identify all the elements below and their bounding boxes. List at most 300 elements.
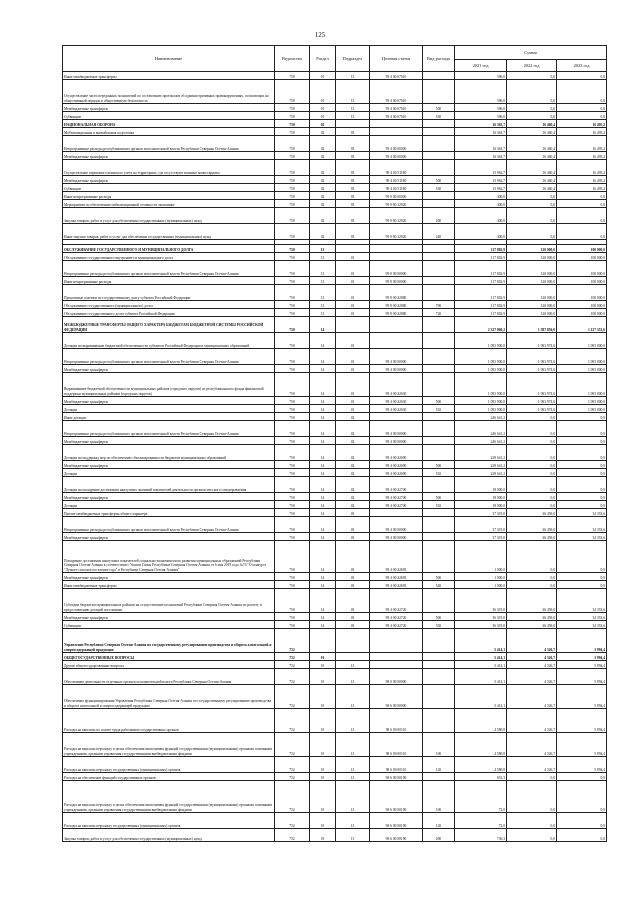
table-row	[63, 80, 607, 104]
cell-2022: 120 000,0	[507, 261, 557, 277]
table-row	[63, 405, 607, 413]
cell-cs: 99 4 00 00000	[370, 533, 423, 541]
cell-ved: 752	[275, 781, 310, 813]
cell-cs: 99 9 00 22920	[370, 208, 423, 224]
cell-podr: 13	[336, 781, 370, 813]
cell-podr: 01	[336, 405, 370, 413]
cell-cs: 99 4 00 51180	[370, 176, 423, 184]
cell-vr	[423, 669, 455, 685]
cell-2022: 0,0	[507, 80, 557, 104]
cell-2021: 1 093 900,0	[455, 397, 507, 405]
cell-name: Непрограммные расходы республиканских органов исполнительной власти Республики Северная Осетия-Алания	[63, 421, 275, 437]
cell-cs: 98 6 00 00190	[370, 781, 423, 813]
cell-name: Иные дотации	[63, 413, 275, 421]
table-row	[63, 813, 607, 829]
cell-name: НАЦИОНАЛЬНАЯ ОБОРОНА	[63, 120, 275, 128]
cell-razd: 13	[310, 261, 336, 277]
cell-razd: 14	[310, 589, 336, 613]
cell-cs: 99 4 00 22720	[370, 621, 423, 629]
cell-podr: 13	[336, 757, 370, 773]
cell-2021: 396,0	[455, 80, 507, 104]
cell-ved: 750	[275, 541, 310, 573]
cell-2021: 400,0	[455, 200, 507, 208]
cell-vr	[423, 509, 455, 517]
cell-2022: 0,0	[507, 773, 557, 781]
cell-2023: 0,0	[557, 104, 607, 112]
cell-cs	[370, 661, 423, 669]
cell-razd: 14	[310, 501, 336, 509]
cell-name: Иные закупки товаров, работ и услуг для обеспечения государственных (муниципальных) нужд	[63, 224, 275, 240]
cell-razd: 02	[310, 160, 336, 176]
cell-razd: 01	[310, 112, 336, 120]
cell-cs: 99 4 00 22630	[370, 405, 423, 413]
table-row	[63, 469, 607, 477]
cell-vr: 500	[423, 104, 455, 112]
cell-vr	[423, 477, 455, 493]
table-row	[63, 104, 607, 112]
cell-vr	[423, 261, 455, 277]
cell-razd: 14	[310, 469, 336, 477]
cell-ved: 752	[275, 709, 310, 733]
cell-2022: 4 326,7	[507, 629, 557, 653]
table-row	[63, 277, 607, 285]
cell-2022: 0,0	[507, 200, 557, 208]
cell-2023: 3 994,4	[557, 685, 607, 709]
cell-2021: 1 093 900,0	[455, 349, 507, 365]
cell-cs: 99 4 00 22690	[370, 461, 423, 469]
cell-2022: 0,0	[507, 813, 557, 829]
cell-name: Иные непрограммные расходы	[63, 192, 275, 200]
table-row	[63, 629, 607, 653]
cell-razd: 01	[310, 757, 336, 773]
cell-name: Межбюджетные трансферты	[63, 104, 275, 112]
cell-podr: 03	[336, 152, 370, 160]
cell-podr: 03	[336, 224, 370, 240]
cell-2023: 3 994,4	[557, 629, 607, 653]
cell-2022: 36 459,0	[507, 533, 557, 541]
header-name: Наименование	[63, 46, 275, 72]
cell-podr: 02	[336, 469, 370, 477]
cell-podr: 13	[336, 669, 370, 685]
header-cs: Целевая статья	[370, 46, 423, 72]
table-row	[63, 200, 607, 208]
cell-2021: 16 363,7	[455, 128, 507, 136]
cell-cs: 99 4 00 22630	[370, 397, 423, 405]
cell-podr: 03	[336, 581, 370, 589]
cell-vr	[423, 80, 455, 104]
cell-razd: 14	[310, 573, 336, 581]
cell-ved: 752	[275, 669, 310, 685]
cell-2023: 0,0	[557, 813, 607, 829]
cell-ved: 750	[275, 437, 310, 445]
cell-2022: 4 326,7	[507, 685, 557, 709]
cell-2023: 34 353,6	[557, 533, 607, 541]
cell-2022: 0,0	[507, 781, 557, 813]
cell-name: Субвенции	[63, 621, 275, 629]
cell-cs	[370, 317, 423, 333]
cell-razd: 01	[310, 685, 336, 709]
cell-ved: 750	[275, 224, 310, 240]
cell-podr: 03	[336, 200, 370, 208]
cell-cs	[370, 629, 423, 653]
cell-2022: 0,0	[507, 224, 557, 240]
cell-podr: 03	[336, 589, 370, 613]
cell-podr: 02	[336, 421, 370, 437]
cell-podr: 03	[336, 621, 370, 629]
cell-podr: 01	[336, 365, 370, 373]
cell-2021: 117 802,9	[455, 261, 507, 277]
cell-vr	[423, 661, 455, 669]
cell-podr	[336, 653, 370, 661]
table-row	[63, 160, 607, 176]
cell-2021: 15 963,7	[455, 184, 507, 192]
cell-cs: 99 9 00 22920	[370, 200, 423, 208]
cell-name: Межбюджетные трансферты	[63, 397, 275, 405]
cell-cs: 99 9 00 22880	[370, 301, 423, 309]
cell-name: Процентные платежи по государственному долгу субъекта Российской Федерации	[63, 285, 275, 301]
cell-name: ОБСЛУЖИВАНИЕ ГОСУДАРСТВЕННОГО И МУНИЦИПАЛЬНОГО ДОЛГА	[63, 245, 275, 253]
cell-2022: 0,0	[507, 581, 557, 589]
cell-2022: 0,0	[507, 461, 557, 469]
cell-2021: 246 641,2	[455, 437, 507, 445]
cell-2023: 0,0	[557, 773, 607, 781]
cell-2023: 0,0	[557, 581, 607, 589]
cell-name: Дотации на выравнивание бюджетной обеспеченности субъектов Российской Федерации и муниципальных образований	[63, 333, 275, 349]
cell-razd: 14	[310, 517, 336, 533]
cell-cs: 98 6 00 00190	[370, 813, 423, 829]
cell-vr	[423, 437, 455, 445]
cell-podr	[336, 245, 370, 253]
cell-2023: 100 000,0	[557, 277, 607, 285]
cell-2023: 0,0	[557, 112, 607, 120]
cell-name: Расходы на выплаты персоналу в целях обеспечения выполнения функций государственными (муниципальными) органами, казенными учреждениями, органами управления государственными внебюджетными фондами	[63, 733, 275, 757]
cell-2021: 36 319,0	[455, 613, 507, 621]
cell-vr: 530	[423, 184, 455, 192]
cell-2023: 100 000,0	[557, 301, 607, 309]
cell-2022: 0,0	[507, 421, 557, 437]
table-row	[63, 477, 607, 493]
cell-2023: 0,0	[557, 501, 607, 509]
cell-2021: 16 363,7	[455, 152, 507, 160]
cell-razd: 01	[310, 781, 336, 813]
cell-vr	[423, 773, 455, 781]
cell-ved: 750	[275, 309, 310, 317]
cell-cs: 99 4 00 00000	[370, 136, 423, 152]
cell-name: Обслуживание государственного долга субъекта Российской Федерации	[63, 309, 275, 317]
cell-ved: 752	[275, 829, 310, 842]
cell-ved: 750	[275, 397, 310, 405]
cell-2023: 3 994,4	[557, 661, 607, 669]
cell-2022: 0,0	[507, 208, 557, 224]
cell-podr: 13	[336, 813, 370, 829]
cell-2023: 3 994,4	[557, 757, 607, 773]
cell-razd: 14	[310, 533, 336, 541]
cell-2022: 120 000,0	[507, 277, 557, 285]
cell-2023: 0,0	[557, 208, 607, 224]
cell-2022: 1 093 974,0	[507, 405, 557, 413]
cell-2022: 36 459,0	[507, 517, 557, 533]
cell-podr: 03	[336, 184, 370, 192]
cell-2021: 117 802,9	[455, 285, 507, 301]
cell-2022: 0,0	[507, 477, 557, 493]
cell-2023: 1 093 000,0	[557, 333, 607, 349]
cell-2023: 100 000,0	[557, 253, 607, 261]
cell-cs: 99 9 00 22880	[370, 285, 423, 301]
cell-podr: 01	[336, 349, 370, 365]
cell-cs	[370, 333, 423, 349]
cell-vr	[423, 533, 455, 541]
cell-2021: 1 093 900,0	[455, 405, 507, 413]
cell-2021: 1 000,0	[455, 541, 507, 573]
cell-2021: 1 093 900,0	[455, 373, 507, 397]
cell-vr	[423, 685, 455, 709]
table-row	[63, 613, 607, 621]
cell-vr: 530	[423, 621, 455, 629]
cell-ved: 750	[275, 493, 310, 501]
cell-ved: 750	[275, 72, 310, 80]
cell-name: Межбюджетные трансферты	[63, 573, 275, 581]
table-row	[63, 573, 607, 581]
cell-razd: 02	[310, 208, 336, 224]
table-row	[63, 421, 607, 437]
cell-podr: 02	[336, 413, 370, 421]
cell-vr: 500	[423, 613, 455, 621]
table-row	[63, 589, 607, 613]
cell-2023: 0,0	[557, 437, 607, 445]
cell-ved: 752	[275, 685, 310, 709]
table-row	[63, 72, 607, 80]
cell-podr: 03	[336, 517, 370, 533]
cell-2022: 36 459,0	[507, 613, 557, 621]
cell-name: Дотации	[63, 501, 275, 509]
cell-2023: 34 353,6	[557, 589, 607, 613]
header-year-2022: 2022 год	[507, 60, 557, 72]
cell-2023: 16 495,2	[557, 160, 607, 176]
table-row	[63, 533, 607, 541]
cell-2021: 5 414,1	[455, 629, 507, 653]
cell-2023: 0,0	[557, 469, 607, 477]
cell-razd: 02	[310, 224, 336, 240]
cell-cs: 99 4 00 51180	[370, 160, 423, 176]
cell-2021: 400,0	[455, 224, 507, 240]
cell-name: Субвенции	[63, 184, 275, 192]
cell-2021: 18 000,0	[455, 501, 507, 509]
cell-razd: 02	[310, 192, 336, 200]
cell-2022: 1 093 974,0	[507, 333, 557, 349]
cell-ved: 750	[275, 445, 310, 461]
table-row	[63, 152, 607, 160]
table-row	[63, 445, 607, 461]
cell-podr: 03	[336, 573, 370, 581]
cell-name: Мероприятия по обеспечению мобилизационной готовности экономики	[63, 200, 275, 208]
table-row	[63, 541, 607, 573]
cell-2023: 0,0	[557, 80, 607, 104]
table-row	[63, 373, 607, 397]
cell-2021: 1 000,0	[455, 573, 507, 581]
cell-cs: 99 4 00 00000	[370, 517, 423, 533]
cell-2023: 1 093 000,0	[557, 373, 607, 397]
cell-2022: 0,0	[507, 469, 557, 477]
table-row	[63, 136, 607, 152]
budget-table-sheet	[62, 45, 606, 842]
cell-2023: 16 495,2	[557, 184, 607, 192]
cell-name: Управление Республики Северная Осетия-Алания по государственному регулированию производства и оборота алкогольной и спиртосодержащей продукции	[63, 629, 275, 653]
cell-cs: 99 4 00 22695	[370, 581, 423, 589]
cell-2023: 0,0	[557, 573, 607, 581]
cell-2021: 736,3	[455, 829, 507, 842]
cell-2022: 1 587 856,0	[507, 317, 557, 333]
cell-ved: 752	[275, 629, 310, 653]
cell-podr: 01	[336, 397, 370, 405]
cell-podr: 01	[336, 309, 370, 317]
cell-vr	[423, 653, 455, 661]
cell-razd: 13	[310, 253, 336, 261]
cell-podr: 03	[336, 208, 370, 224]
table-row	[63, 253, 607, 261]
cell-2021: 117 802,9	[455, 245, 507, 253]
cell-vr	[423, 245, 455, 253]
cell-cs: 98 6 00 00110	[370, 709, 423, 733]
cell-2022: 4 326,7	[507, 757, 557, 773]
cell-ved: 750	[275, 573, 310, 581]
cell-ved: 750	[275, 413, 310, 421]
cell-ved: 752	[275, 813, 310, 829]
cell-2021: 16 363,7	[455, 136, 507, 152]
cell-cs	[370, 413, 423, 421]
header-year-2023: 2023 год	[557, 60, 607, 72]
cell-podr: 13	[336, 104, 370, 112]
cell-ved: 750	[275, 80, 310, 104]
cell-2021: 5 414,1	[455, 653, 507, 661]
cell-razd: 14	[310, 541, 336, 573]
cell-razd: 01	[310, 709, 336, 733]
cell-2023: 1 093 000,0	[557, 349, 607, 365]
cell-razd: 01	[310, 653, 336, 661]
cell-2021: 37 319,0	[455, 533, 507, 541]
cell-2023: 16 495,2	[557, 128, 607, 136]
table-row	[63, 581, 607, 589]
cell-podr: 03	[336, 136, 370, 152]
cell-razd: 13	[310, 285, 336, 301]
cell-2022: 36 459,0	[507, 621, 557, 629]
header-razd: Раздел	[310, 46, 336, 72]
cell-razd: 14	[310, 421, 336, 437]
cell-name: Межбюджетные трансферты	[63, 533, 275, 541]
cell-2022: 16 460,4	[507, 184, 557, 192]
cell-razd: 14	[310, 317, 336, 333]
cell-2023: 1 093 000,0	[557, 365, 607, 373]
cell-podr	[336, 317, 370, 333]
cell-2022: 1 093 974,0	[507, 397, 557, 405]
cell-cs: 99 9 00 22920	[370, 224, 423, 240]
cell-2022: 120 000,0	[507, 245, 557, 253]
cell-name: Межбюджетные трансферты	[63, 152, 275, 160]
cell-2021: 72,0	[455, 813, 507, 829]
cell-2022: 0,0	[507, 501, 557, 509]
cell-2022: 4 326,7	[507, 669, 557, 685]
cell-2023: 100 000,0	[557, 245, 607, 253]
cell-vr	[423, 253, 455, 261]
cell-name: Межбюджетные трансферты	[63, 437, 275, 445]
cell-razd: 01	[310, 669, 336, 685]
cell-2023: 0,0	[557, 461, 607, 469]
cell-2022: 4 326,7	[507, 661, 557, 669]
cell-cs: 99 0 00 00000	[370, 261, 423, 277]
cell-razd: 13	[310, 301, 336, 309]
cell-name: Осуществление части переданных полномочий по составлению протоколов об административных правонарушениях, посягающих на общественный порядок и общественную безопасность	[63, 80, 275, 104]
table-body	[63, 72, 607, 842]
cell-podr: 02	[336, 477, 370, 493]
cell-ved: 750	[275, 261, 310, 277]
table-row	[63, 501, 607, 509]
cell-2022: 16 460,4	[507, 176, 557, 184]
cell-razd: 02	[310, 120, 336, 128]
cell-vr	[423, 517, 455, 533]
cell-podr: 02	[336, 501, 370, 509]
cell-2022: 0,0	[507, 445, 557, 461]
cell-cs: 98 6 00 00110	[370, 757, 423, 773]
cell-cs: 99 4 00 67010	[370, 72, 423, 80]
table-row	[63, 781, 607, 813]
cell-name: Мобилизационная и вневойсковая подготовка	[63, 128, 275, 136]
cell-vr	[423, 128, 455, 136]
cell-razd: 14	[310, 477, 336, 493]
cell-cs: 99 4 00 00000	[370, 437, 423, 445]
cell-2023: 100 000,0	[557, 285, 607, 301]
cell-2023: 0,0	[557, 421, 607, 437]
cell-2022: 36 459,0	[507, 509, 557, 517]
cell-razd: 14	[310, 445, 336, 461]
cell-name: Закупка товаров, работ и услуг для обеспечения государственных (муниципальных) нужд	[63, 829, 275, 842]
cell-ved: 750	[275, 120, 310, 128]
table-row	[63, 317, 607, 333]
cell-ved: 750	[275, 253, 310, 261]
cell-2022: 0,0	[507, 192, 557, 200]
cell-vr	[423, 136, 455, 152]
cell-name: Межбюджетные трансферты	[63, 365, 275, 373]
cell-razd: 01	[310, 72, 336, 80]
cell-2023: 0,0	[557, 829, 607, 842]
cell-razd: 13	[310, 309, 336, 317]
cell-2021: 4 580,8	[455, 733, 507, 757]
cell-ved: 750	[275, 589, 310, 613]
cell-2021: 396,0	[455, 104, 507, 112]
cell-2022: 1 093 974,0	[507, 365, 557, 373]
cell-cs: 99 4 00 22700	[370, 501, 423, 509]
cell-cs: 99 4 00 22720	[370, 589, 423, 613]
cell-podr: 03	[336, 533, 370, 541]
cell-2023: 0,0	[557, 477, 607, 493]
cell-2022: 16 460,4	[507, 128, 557, 136]
cell-name: Непрограммные расходы республиканских органов исполнительной власти Республики Северная Осетия-Алания	[63, 136, 275, 152]
cell-podr: 01	[336, 277, 370, 285]
cell-2021: 833,3	[455, 773, 507, 781]
cell-2023: 100 000,0	[557, 261, 607, 277]
cell-razd: 14	[310, 397, 336, 405]
cell-razd: 02	[310, 184, 336, 192]
cell-razd: 14	[310, 613, 336, 621]
table-row	[63, 685, 607, 709]
cell-vr: 530	[423, 112, 455, 120]
cell-cs: 98 6 00 00190	[370, 773, 423, 781]
cell-2022: 16 460,4	[507, 160, 557, 176]
cell-2023: 3 994,4	[557, 653, 607, 661]
cell-2021: 2 327 860,2	[455, 317, 507, 333]
cell-2021: 396,0	[455, 112, 507, 120]
cell-razd: 01	[310, 733, 336, 757]
cell-2022: 0,0	[507, 829, 557, 842]
cell-ved: 750	[275, 349, 310, 365]
